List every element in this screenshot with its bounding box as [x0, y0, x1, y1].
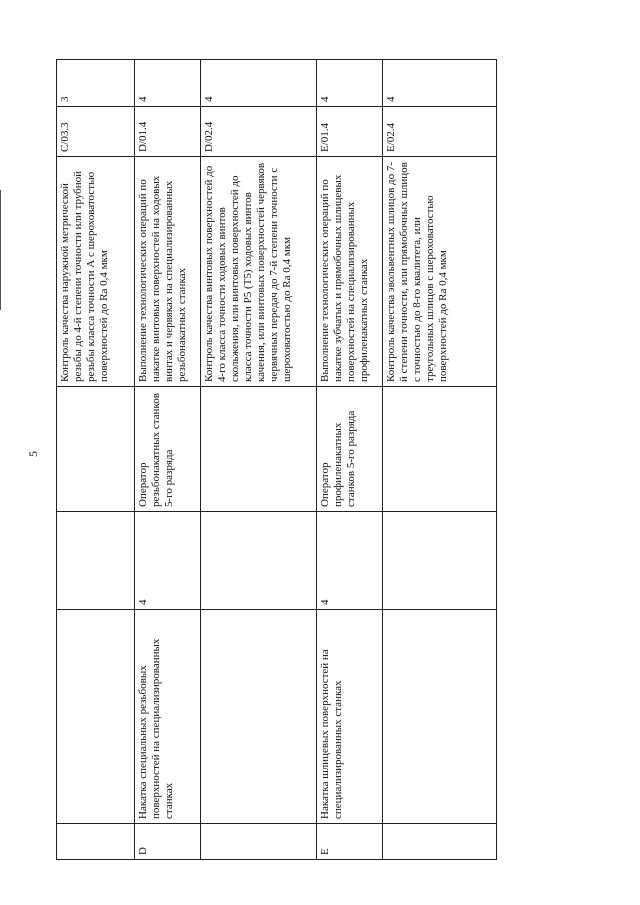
table-row [135, 60, 201, 860]
gtf-level-cell: 4 [317, 512, 383, 610]
qualification-level-cell: 4 [201, 60, 317, 107]
gtf-level-cell [201, 512, 317, 610]
job-title-cell [201, 387, 317, 512]
labor-function-cell: Выполнение технологических операций по накатке зубчатых и прямобочных шлицевых поверхностей на специализированных профиленакатных станках [317, 157, 383, 387]
labor-code-cell: D/02.4 [201, 107, 317, 157]
labor-code-cell: E/01.4 [317, 107, 383, 157]
qualification-level-cell: 3 [57, 60, 135, 107]
job-title-cell: Оператор резьбонакатных станков 5-го разряда [135, 387, 201, 512]
qualification-level-cell: 4 [135, 60, 201, 107]
rotated-table-wrapper [56, 60, 496, 860]
page-number: 5 [26, 451, 40, 457]
gtf-level-cell [57, 512, 135, 610]
gtf-code-cell [383, 824, 497, 860]
job-title-cell [383, 387, 497, 512]
gtf-name-cell: Накатка шлицевых поверхностей на специализированных станках [317, 610, 383, 824]
labor-code-cell: C/03.3 [57, 107, 135, 157]
labor-code-cell: D/01.4 [135, 107, 201, 157]
table-row [201, 60, 317, 860]
gtf-name-cell [383, 610, 497, 824]
labor-function-cell: Контроль качества эвольвентных шлицов до 7-й степени точности, или прямобочных шлицов с точностью до 8-го квалитета, или треугольных шлицов с шероховатостью поверхностей до Ra 0,4 мкм [383, 157, 497, 387]
functions-table [56, 59, 497, 860]
table-row [57, 60, 135, 860]
table-row [317, 60, 383, 860]
gtf-name-cell [57, 610, 135, 824]
labor-code-cell: E/02.4 [383, 107, 497, 157]
gtf-code-cell [201, 824, 317, 860]
labor-function-cell: Выполнение технологических операций по накатке винтовых поверхностей на ходовых винтах и червяках на специализированных резьбонакатных станках [135, 157, 201, 387]
gtf-code-cell: E [317, 824, 383, 860]
table-row [383, 60, 497, 860]
qualification-level-cell: 4 [317, 60, 383, 107]
job-title-cell: Оператор профиленакатных станков 5-го разряда [317, 387, 383, 512]
gtf-level-cell [383, 512, 497, 610]
gtf-name-cell [201, 610, 317, 824]
gtf-code-cell: D [135, 824, 201, 860]
labor-function-cell: Контроль качества винтовых поверхностей до 4-го класса точности ходовых винтов скольжения, или винтовых поверхностей до класса точности P5 (T5) ходовых винтов качения, или винтовых поверхностей червяков червячных передач до 7-й степени точности с шероховатостью до Ra 0,4 мкм [201, 157, 317, 387]
labor-function-cell: Контроль качества наружной метрической резьбы до 4-й степени точности или трубной резьбы класса точности А с шероховатостью поверхностей до Ra 0,4 мкм [57, 157, 135, 387]
job-title-cell [57, 387, 135, 512]
qualification-level-cell: 4 [383, 60, 497, 107]
gtf-code-cell [57, 824, 135, 860]
page-edge-mark [0, 190, 1, 310]
gtf-name-cell: Накатка специальных резьбовых поверхностей на специализированных станках [135, 610, 201, 824]
gtf-level-cell: 4 [135, 512, 201, 610]
